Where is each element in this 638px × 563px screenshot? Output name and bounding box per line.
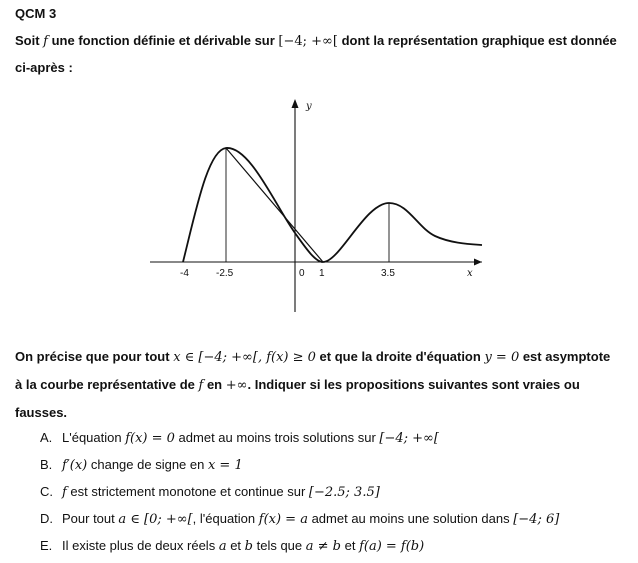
proposition-text: L'équation bbox=[62, 430, 126, 445]
proposition-letter: D. bbox=[40, 511, 53, 526]
intro-interval: [−4; +∞[ bbox=[278, 34, 338, 49]
proposition-letter: A. bbox=[40, 430, 53, 445]
proposition-math: f′(x) bbox=[62, 458, 88, 473]
proposition-math: [−4; +∞[ bbox=[379, 431, 439, 446]
proposition-math: f bbox=[62, 485, 67, 500]
proposition-math: x = 1 bbox=[207, 458, 243, 473]
proposition-list bbox=[40, 424, 630, 559]
intro-text-4: ci-après : bbox=[15, 60, 73, 75]
desc-math-3: f bbox=[198, 378, 204, 393]
desc-text-5: en bbox=[203, 377, 226, 392]
tick-label-1: 1 bbox=[319, 268, 325, 279]
proposition-text: Il existe plus de deux réels bbox=[62, 538, 219, 553]
proposition-e bbox=[40, 532, 630, 559]
y-axis-label: y bbox=[306, 101, 312, 112]
proposition-math: a ∈ [0; +∞[ bbox=[118, 512, 193, 527]
intro-text-3: dont la représentation graphique est donnée bbox=[337, 33, 617, 48]
secant-line bbox=[226, 148, 323, 262]
desc-text-4: à la courbe représentative de bbox=[15, 377, 199, 392]
proposition-text: et bbox=[226, 538, 245, 553]
proposition-math: a bbox=[218, 539, 227, 554]
proposition-math: a ≠ b bbox=[305, 539, 341, 554]
intro-text-1: Soit bbox=[15, 33, 44, 48]
x-axis-arrow bbox=[474, 259, 482, 266]
question-description bbox=[15, 343, 627, 426]
proposition-letter: C. bbox=[40, 484, 53, 499]
proposition-math: b bbox=[244, 539, 253, 554]
proposition-text: est strictement monotone et continue sur bbox=[66, 484, 309, 499]
proposition-text: tels que bbox=[252, 538, 306, 553]
proposition-math: [−4; 6] bbox=[513, 512, 560, 527]
desc-math-4: +∞ bbox=[225, 378, 248, 393]
desc-text-3: est asymptote bbox=[519, 349, 611, 364]
tick-label-minus4: -4 bbox=[180, 268, 189, 279]
y-axis-arrow bbox=[292, 99, 299, 108]
proposition-letter: E. bbox=[40, 538, 53, 553]
desc-text-6: . Indiquer si les propositions suivantes sont vraies ou bbox=[247, 377, 580, 392]
desc-math-1: x ∈ [−4; +∞[, f(x) ≥ 0 bbox=[173, 350, 316, 365]
proposition-math: f(a) = f(b) bbox=[359, 539, 425, 554]
question-title: QCM 3 bbox=[15, 6, 57, 21]
tick-label-minus2-5: -2.5 bbox=[216, 268, 234, 279]
intro-text-2: une fonction définie et dérivable sur bbox=[47, 33, 279, 48]
proposition-d bbox=[40, 505, 630, 532]
desc-text-7: fausses. bbox=[15, 405, 68, 420]
proposition-text: et bbox=[340, 538, 360, 553]
proposition-b bbox=[40, 451, 630, 478]
proposition-text: change de signe en bbox=[87, 457, 208, 472]
proposition-a bbox=[40, 424, 630, 451]
proposition-math: f(x) = a bbox=[258, 512, 308, 527]
intro-function-name: f bbox=[43, 34, 48, 49]
proposition-text: admet au moins trois solutions sur bbox=[174, 430, 380, 445]
tick-label-0: 0 bbox=[299, 268, 305, 279]
curve-f bbox=[183, 148, 482, 262]
proposition-c bbox=[40, 478, 630, 505]
desc-text-2: et que la droite d'équation bbox=[315, 349, 485, 364]
proposition-text: Pour tout bbox=[62, 511, 119, 526]
proposition-letter: B. bbox=[40, 457, 53, 472]
proposition-text: admet au moins une solution dans bbox=[307, 511, 514, 526]
desc-text-1: On précise que pour tout bbox=[15, 349, 174, 364]
proposition-text: , l'équation bbox=[192, 511, 259, 526]
proposition-math: [−2.5; 3.5] bbox=[308, 485, 380, 500]
proposition-math: f(x) = 0 bbox=[125, 431, 175, 446]
x-axis-label: x bbox=[467, 268, 473, 279]
tick-label-3-5: 3.5 bbox=[381, 268, 395, 279]
desc-math-2: y = 0 bbox=[484, 350, 520, 365]
